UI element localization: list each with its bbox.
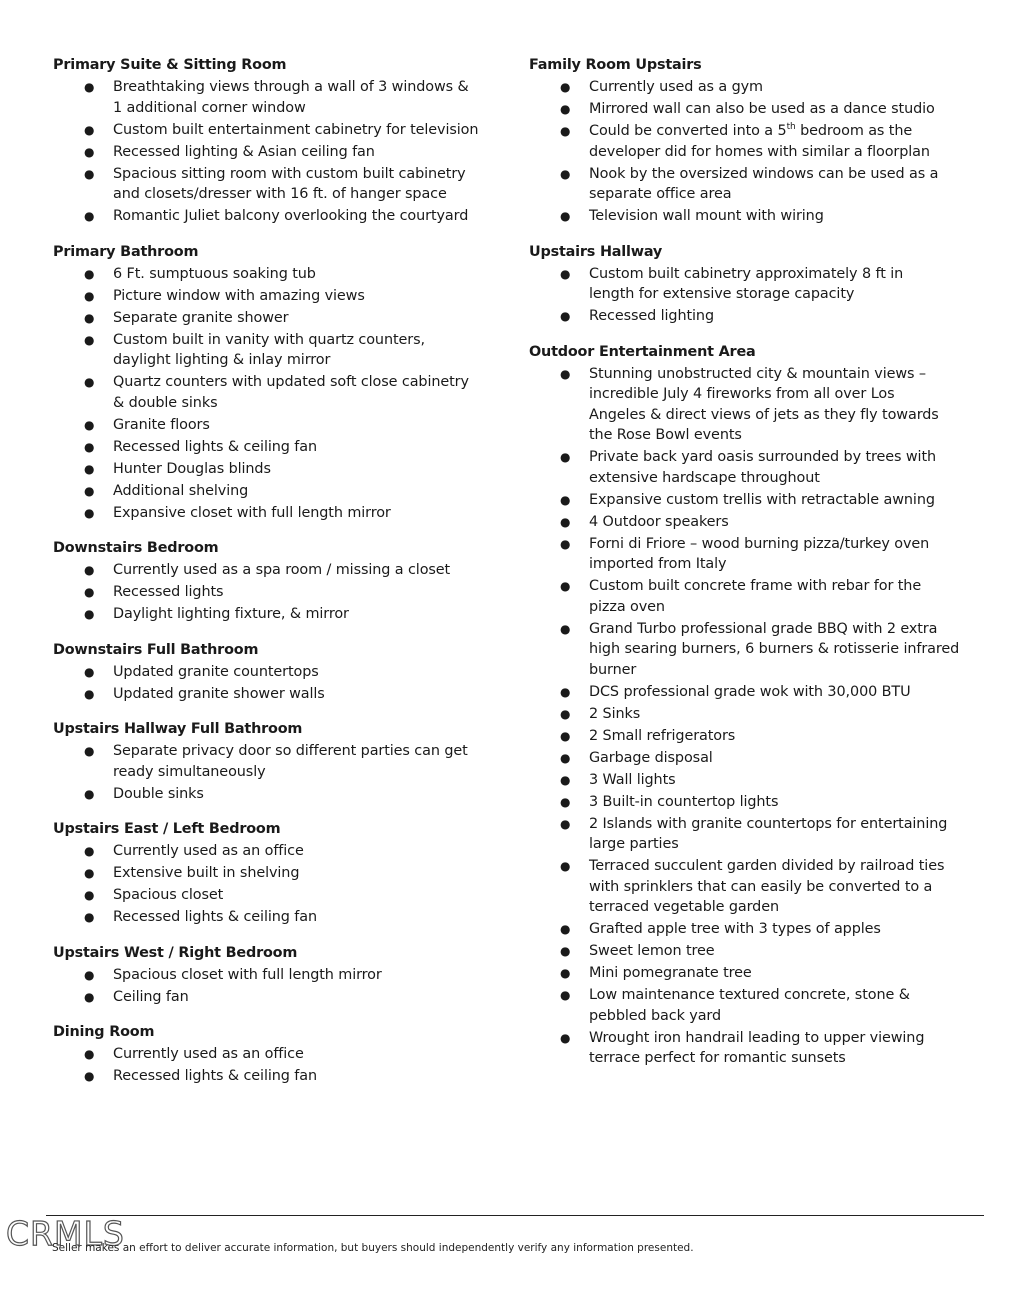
section-upstairs-east-left-bedroom xyxy=(53,819,513,928)
bullet-icon: ● xyxy=(84,989,95,1004)
list-item xyxy=(53,503,513,524)
bullet-icon: ● xyxy=(560,684,571,699)
bullet-icon: ● xyxy=(84,122,95,137)
bullet-icon: ● xyxy=(84,844,95,858)
bullet-icon: ● xyxy=(560,966,571,980)
list-item xyxy=(53,437,513,458)
section-title: Dining Room xyxy=(53,1024,155,1040)
list-item xyxy=(53,372,513,413)
bullet-icon: ● xyxy=(560,266,571,281)
section-downstairs-full-bathroom xyxy=(53,640,513,705)
list-item-text: 2 Sinks xyxy=(589,705,641,722)
crmls-logo: CRMLS xyxy=(6,1214,125,1253)
bullet-icon: ● xyxy=(84,563,95,577)
list-item-text: Spacious closet with full length mirror xyxy=(113,966,382,983)
list-item-text: Picture window with amazing views xyxy=(113,287,365,304)
list-item xyxy=(53,863,513,884)
bullet-icon: ● xyxy=(560,859,571,873)
section-primary-bathroom xyxy=(53,242,513,524)
section-title: Downstairs Bedroom xyxy=(53,540,219,556)
list-item-text: Terraced succulent garden divided by railroad ties with sprinklers that can easily be converted to a terraced vegetable garden xyxy=(589,858,945,915)
list-item-text: Wrought iron handrail leading to upper viewing terrace perfect for romantic sunsets xyxy=(589,1029,925,1066)
list-item-text: Updated granite shower walls xyxy=(113,685,325,702)
list-item xyxy=(53,120,513,141)
section-family-room-upstairs xyxy=(529,55,974,227)
section-title: Family Room Upstairs xyxy=(529,57,702,73)
bullet-icon: ● xyxy=(560,922,571,936)
section-title: Upstairs Hallway Full Bathroom xyxy=(53,721,303,737)
section-outdoor-entertainment-area xyxy=(529,342,974,1069)
list-item xyxy=(53,264,513,285)
list-item xyxy=(53,560,513,581)
list-item-text: Hunter Douglas blinds xyxy=(113,460,271,477)
list-item xyxy=(529,512,974,533)
bullet-icon: ● xyxy=(84,1047,95,1061)
list-item-text: Quartz counters with updated soft close cabinetry & double sinks xyxy=(113,374,469,411)
list-item xyxy=(53,459,513,480)
list-item xyxy=(53,164,513,205)
list-item xyxy=(529,364,974,446)
list-item xyxy=(529,576,974,617)
list-item-text: Currently used as a gym xyxy=(589,79,763,95)
bullet-icon: ● xyxy=(560,80,571,94)
bullet-icon: ● xyxy=(84,461,95,476)
list-item-text: Recessed lights & ceiling fan xyxy=(113,438,317,455)
list-item xyxy=(53,741,513,782)
list-item-text: Nook by the oversized windows can be used as a separate office area xyxy=(589,165,939,202)
bullet-icon: ● xyxy=(560,450,571,464)
list-item xyxy=(53,206,513,227)
bullet-list xyxy=(53,77,513,227)
list-item-text: Currently used as an office xyxy=(113,1046,304,1062)
list-item xyxy=(529,770,974,791)
list-item xyxy=(529,792,974,813)
list-item xyxy=(529,856,974,918)
list-item xyxy=(53,77,513,118)
bullet-icon: ● xyxy=(84,417,95,432)
section-title: Downstairs Full Bathroom xyxy=(53,641,259,658)
bullet-icon: ● xyxy=(84,888,95,902)
list-item-text: Additional shelving xyxy=(113,482,249,499)
list-item xyxy=(529,99,974,120)
list-item-text: Could be converted into a 5th bedroom as the developer did for homes with similar a floorplan xyxy=(589,122,930,160)
list-item-text: Separate granite shower xyxy=(113,309,289,326)
bullet-icon: ● xyxy=(560,102,571,116)
list-item-text: Recessed lights xyxy=(113,584,224,600)
list-item-text: Breathtaking views through a wall of 3 windows & 1 additional corner window xyxy=(113,79,469,116)
list-item xyxy=(529,985,974,1026)
list-item xyxy=(53,885,513,906)
list-item-text: Mini pomegranate tree xyxy=(589,965,752,981)
list-item-text: Recessed lights & ceiling fan xyxy=(113,1068,317,1084)
list-item xyxy=(529,682,974,703)
bullet-icon: ● xyxy=(560,988,571,1002)
list-item xyxy=(529,814,974,855)
bullet-icon: ● xyxy=(84,332,95,347)
bullet-icon: ● xyxy=(84,209,95,223)
list-item-text: Updated granite countertops xyxy=(113,663,319,680)
list-item-text: Recessed lights & ceiling fan xyxy=(113,909,317,925)
bullet-icon: ● xyxy=(84,744,95,758)
list-item xyxy=(529,164,974,205)
list-item-text: Stunning unobstructed city & mountain views – incredible July 4 fireworks from all over Los Angeles & direct views of jets as they fly towards the Rose Bowl events xyxy=(589,365,939,443)
bullet-icon: ● xyxy=(560,772,571,787)
bullet-icon: ● xyxy=(560,794,571,809)
bullet-icon: ● xyxy=(560,944,571,958)
bullet-icon: ● xyxy=(560,166,571,181)
bullet-list xyxy=(529,77,974,227)
bullet-icon: ● xyxy=(560,366,571,381)
list-item-text: Grand Turbo professional grade BBQ with 2 extra high searing burners, 6 burners & rotisserie infrared burner xyxy=(589,620,960,678)
bullet-icon: ● xyxy=(84,288,95,303)
bullet-icon: ● xyxy=(84,483,95,498)
section-upstairs-hallway-full-bathroom xyxy=(53,719,513,804)
bullet-icon: ● xyxy=(560,816,571,831)
list-item-text: Expansive custom trellis with retractable awning xyxy=(589,491,935,508)
section-dining-room xyxy=(53,1022,513,1087)
bullet-icon: ● xyxy=(560,750,571,765)
list-item xyxy=(53,907,513,928)
bullet-icon: ● xyxy=(560,209,571,223)
section-upstairs-west-right-bedroom xyxy=(53,943,513,1008)
list-item-text: Ceiling fan xyxy=(113,988,189,1005)
bullet-list xyxy=(53,662,513,705)
right-column xyxy=(529,55,974,1084)
list-item xyxy=(529,748,974,769)
list-item-text: Custom built in vanity with quartz counters, daylight lighting & inlay mirror xyxy=(113,331,425,368)
bullet-list xyxy=(529,364,974,1069)
list-item-text: Private back yard oasis surrounded by trees with extensive hardscape throughout xyxy=(589,449,937,486)
list-item-text: Garbage disposal xyxy=(589,749,713,766)
list-item-text: Custom built cabinetry approximately 8 ft in length for extensive storage capacity xyxy=(589,265,904,302)
list-item-text: Daylight lighting fixture, & mirror xyxy=(113,606,349,622)
list-item-text: Double sinks xyxy=(113,785,204,802)
bullet-icon: ● xyxy=(84,910,95,924)
list-item xyxy=(53,784,513,805)
list-item-text: Grafted apple tree with 3 types of apples xyxy=(589,921,881,937)
list-item xyxy=(53,662,513,683)
list-item xyxy=(53,1066,513,1087)
list-item xyxy=(529,264,974,305)
bullet-icon: ● xyxy=(84,866,95,880)
list-item-text: 4 Outdoor speakers xyxy=(589,513,729,530)
list-item-text: Low maintenance textured concrete, stone & pebbled back yard xyxy=(589,987,910,1024)
list-item-text: Spacious closet xyxy=(113,887,224,903)
list-item xyxy=(529,306,974,327)
bullet-icon: ● xyxy=(560,621,571,636)
list-item xyxy=(53,286,513,307)
list-item-text: Custom built entertainment cabinetry for television xyxy=(113,121,479,138)
list-item-text: Recessed lighting & Asian ceiling fan xyxy=(113,143,375,160)
list-item-text: 3 Built-in countertop lights xyxy=(589,793,779,810)
list-item-text: Granite floors xyxy=(113,416,210,433)
list-item xyxy=(53,142,513,163)
footer-divider xyxy=(46,1215,984,1216)
list-item xyxy=(529,1028,974,1069)
list-item-text: Expansive closet with full length mirror xyxy=(113,504,391,521)
bullet-icon: ● xyxy=(84,967,95,982)
bullet-icon: ● xyxy=(84,310,95,325)
list-item-text: 2 Islands with granite countertops for entertaining large parties xyxy=(589,815,948,852)
section-title: Upstairs Hallway xyxy=(529,243,663,260)
list-item-text: Forni di Friore – wood burning pizza/turkey oven imported from Italy xyxy=(589,535,930,572)
bullet-icon: ● xyxy=(560,514,571,529)
list-item xyxy=(529,726,974,747)
bullet-icon: ● xyxy=(84,80,95,94)
section-title: Primary Suite & Sitting Room xyxy=(53,57,287,73)
list-item xyxy=(53,987,513,1008)
list-item-text: Extensive built in shelving xyxy=(113,865,300,881)
list-item xyxy=(53,684,513,705)
list-item xyxy=(529,77,974,98)
section-upstairs-hallway xyxy=(529,242,974,327)
section-title: Upstairs West / Right Bedroom xyxy=(53,944,298,961)
bullet-list xyxy=(53,741,513,804)
list-item-text: Sweet lemon tree xyxy=(589,943,715,959)
list-item xyxy=(529,534,974,575)
list-item xyxy=(53,308,513,329)
list-item xyxy=(529,206,974,227)
list-item xyxy=(529,941,974,962)
bullet-list xyxy=(53,965,513,1008)
footer-disclaimer: Seller makes an effort to deliver accurate information, but buyers should independently verify any information presented. xyxy=(52,1242,694,1254)
list-item-text: Television wall mount with wiring xyxy=(589,208,824,224)
bullet-icon: ● xyxy=(560,1030,571,1045)
left-column xyxy=(53,55,513,1102)
bullet-list xyxy=(529,264,974,327)
section-downstairs-bedroom xyxy=(53,538,513,625)
bullet-icon: ● xyxy=(560,492,571,507)
list-item-text: Custom built concrete frame with rebar for the pizza oven xyxy=(589,578,922,615)
section-title: Outdoor Entertainment Area xyxy=(529,343,756,360)
list-item xyxy=(53,415,513,436)
list-item xyxy=(53,965,513,986)
list-item-text: Romantic Juliet balcony overlooking the courtyard xyxy=(113,208,469,224)
bullet-icon: ● xyxy=(560,579,571,593)
list-item xyxy=(529,619,974,681)
list-item-text: Recessed lighting xyxy=(589,308,714,324)
bullet-icon: ● xyxy=(84,686,95,701)
list-item-text: Currently used as an office xyxy=(113,843,304,859)
bullet-icon: ● xyxy=(84,505,95,520)
bullet-icon: ● xyxy=(560,728,571,743)
bullet-icon: ● xyxy=(560,124,571,138)
section-title: Primary Bathroom xyxy=(53,243,199,260)
bullet-icon: ● xyxy=(84,786,95,801)
list-item xyxy=(529,490,974,511)
bullet-icon: ● xyxy=(560,309,571,323)
list-item-text: DCS professional grade wok with 30,000 BTU xyxy=(589,683,911,700)
bullet-list xyxy=(53,264,513,524)
list-item xyxy=(53,1044,513,1065)
list-item xyxy=(53,582,513,603)
section-primary-suite-sitting-room xyxy=(53,55,513,227)
list-item xyxy=(53,841,513,862)
bullet-icon: ● xyxy=(84,664,95,679)
list-item xyxy=(53,481,513,502)
bullet-icon: ● xyxy=(560,706,571,721)
list-item-text: Currently used as a spa room / missing a closet xyxy=(113,562,451,578)
bullet-icon: ● xyxy=(84,166,95,181)
bullet-icon: ● xyxy=(84,375,95,389)
list-item-text: 6 Ft. sumptuous soaking tub xyxy=(113,265,316,282)
list-item xyxy=(529,447,974,488)
list-item xyxy=(529,919,974,940)
bullet-icon: ● xyxy=(84,439,95,454)
bullet-list xyxy=(53,560,513,625)
list-item xyxy=(529,121,974,162)
bullet-icon: ● xyxy=(560,536,571,551)
bullet-list xyxy=(53,1044,513,1087)
bullet-icon: ● xyxy=(84,585,95,599)
bullet-list xyxy=(53,841,513,928)
list-item-text: Separate privacy door so different parties can get ready simultaneously xyxy=(113,743,468,780)
bullet-icon: ● xyxy=(84,1069,95,1083)
list-item-text: 3 Wall lights xyxy=(589,771,676,788)
bullet-icon: ● xyxy=(84,607,95,621)
bullet-icon: ● xyxy=(84,266,95,281)
list-item-text: Spacious sitting room with custom built cabinetry and closets/dresser with 16 ft. of hanger space xyxy=(113,165,466,202)
list-item-text: 2 Small refrigerators xyxy=(589,727,736,744)
list-item xyxy=(53,604,513,625)
list-item xyxy=(529,704,974,725)
list-item xyxy=(529,963,974,984)
bullet-icon: ● xyxy=(84,144,95,159)
list-item-text: Mirrored wall can also be used as a dance studio xyxy=(589,101,935,117)
list-item xyxy=(53,330,513,371)
section-title: Upstairs East / Left Bedroom xyxy=(53,821,281,837)
